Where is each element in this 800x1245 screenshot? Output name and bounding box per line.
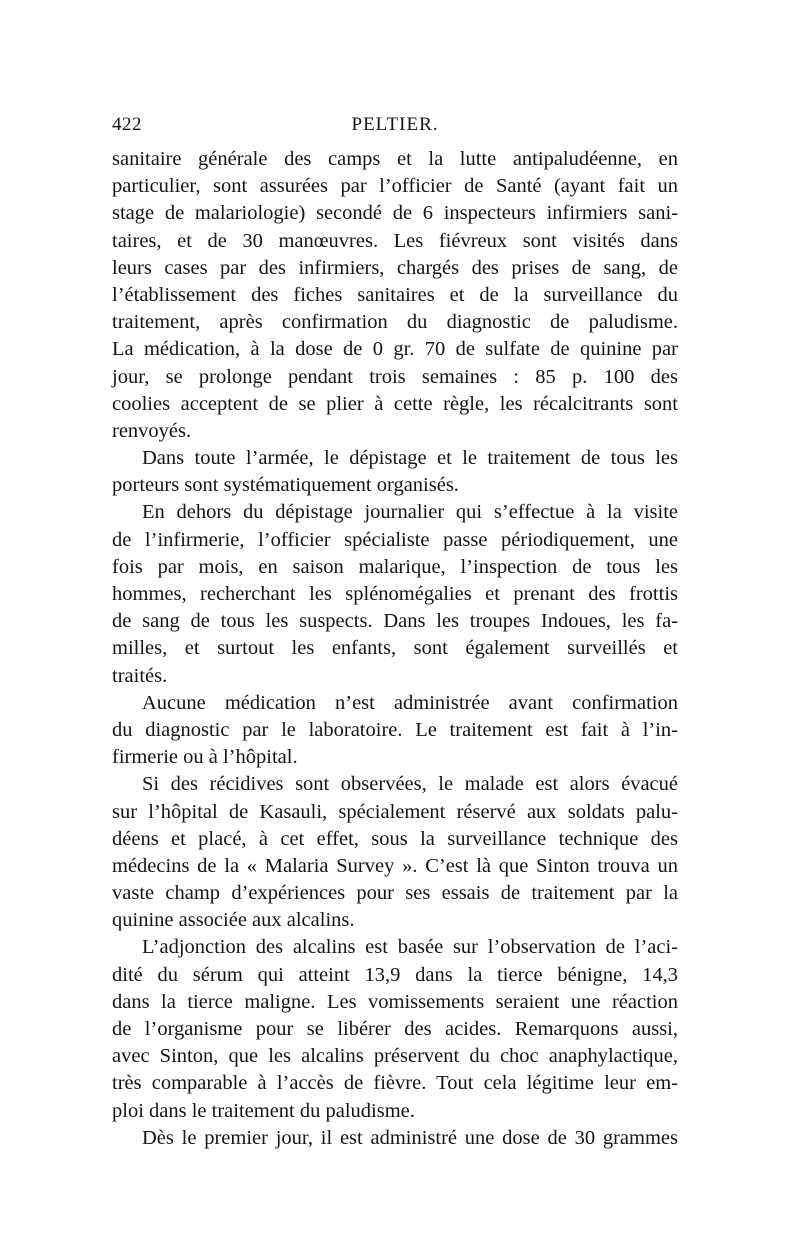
text-line: La médication, à la dose de 0 gr. 70 de sulfate de quinine par [112,338,678,361]
text-line: firmerie ou à l’hôpital. [112,746,298,769]
text-line: avec Sinton, que les alcalins préservent du choc anaphylactique, [112,1045,678,1068]
text-line: ploi dans le traitement du paludisme. [112,1099,415,1122]
text-line: L’adjonction des alcalins est basée sur l’observation de l’aci- [142,936,678,959]
text-line: vaste champ d’expériences pour ses essais de traitement par la [112,882,678,905]
text-line: porteurs sont systématiquement organisés. [112,474,459,497]
text-line: de l’organisme pour se libérer des acides. Remarquons aussi, [112,1018,678,1040]
text-line: fois par mois, en saison malarique, l’inspection de tous les [112,555,678,578]
text-line: coolies acceptent de se plier à cette règle, les récalcitrants sont [112,392,678,415]
text-line: Si des récidives sont observées, le malade est alors évacué [142,773,678,796]
text-line: dité du sérum qui atteint 13,9 dans la tierce bénigne, 14,3 [112,963,678,986]
running-title: PELTIER. [351,114,439,135]
text-line: dans la tierce maligne. Les vomissements seraient une réaction [112,990,678,1013]
text-line: l’établissement des fiches sanitaires et de la surveillance du [112,283,678,306]
text-line: traités. [112,664,168,687]
page-number: 422 [112,114,142,135]
text-line: renvoyés. [112,419,192,442]
running-head [112,114,678,144]
text-line: traitement, après confirmation du diagnostic de paludisme. [112,311,678,334]
text-line: médecins de la « Malaria Survey ». C’est là que Sinton trouva un [112,854,678,877]
text-line: jour, se prolonge pendant trois semaines : 85 p. 100 des [112,365,678,388]
text-line: milles, et surtout les enfants, sont également surveillés et [112,637,678,660]
text-line: de l’infirmerie, l’officier spécialiste passe périodiquement, une [112,528,678,551]
text-line: sur l’hôpital de Kasauli, spécialement réservé aux soldats palu- [112,800,678,823]
text-line: Dans toute l’armée, le dépistage et le traitement de tous les [142,447,678,470]
text-line: sanitaire générale des camps et la lutte antipaludéenne, en [112,148,678,170]
text-line: Dès le premier jour, il est administré une dose de 30 grammes [142,1126,678,1149]
text-line: particulier, sont assurées par l’officier de Santé (ayant fait un [112,175,678,198]
text-line: En dehors du dépistage journalier qui s’effectue à la visite [142,501,678,524]
text-line: stage de malariologie) secondé de 6 inspecteurs infirmiers sani- [112,202,678,225]
text-line: hommes, recherchant les splénomégalies et prenant des frottis [112,583,678,605]
text-line: très comparable à l’accès de fièvre. Tout cela légitime leur em- [112,1072,678,1095]
text-line: déens et placé, à cet effet, sous la surveillance technique des [112,827,678,850]
text-line: du diagnostic par le laboratoire. Le traitement est fait à l’in- [112,718,678,741]
text-line: taires, et de 30 manœuvres. Les fiévreux sont visités dans [112,229,678,252]
text-line: leurs cases par des infirmiers, chargés des prises de sang, de [112,256,678,279]
text-line: de sang de tous les suspects. Dans les troupes Indoues, les fa- [112,610,678,633]
text-line: Aucune médication n’est administrée avant confirmation [142,691,678,714]
body-text [112,146,678,1152]
text-line: quinine associée aux alcalins. [112,909,355,932]
